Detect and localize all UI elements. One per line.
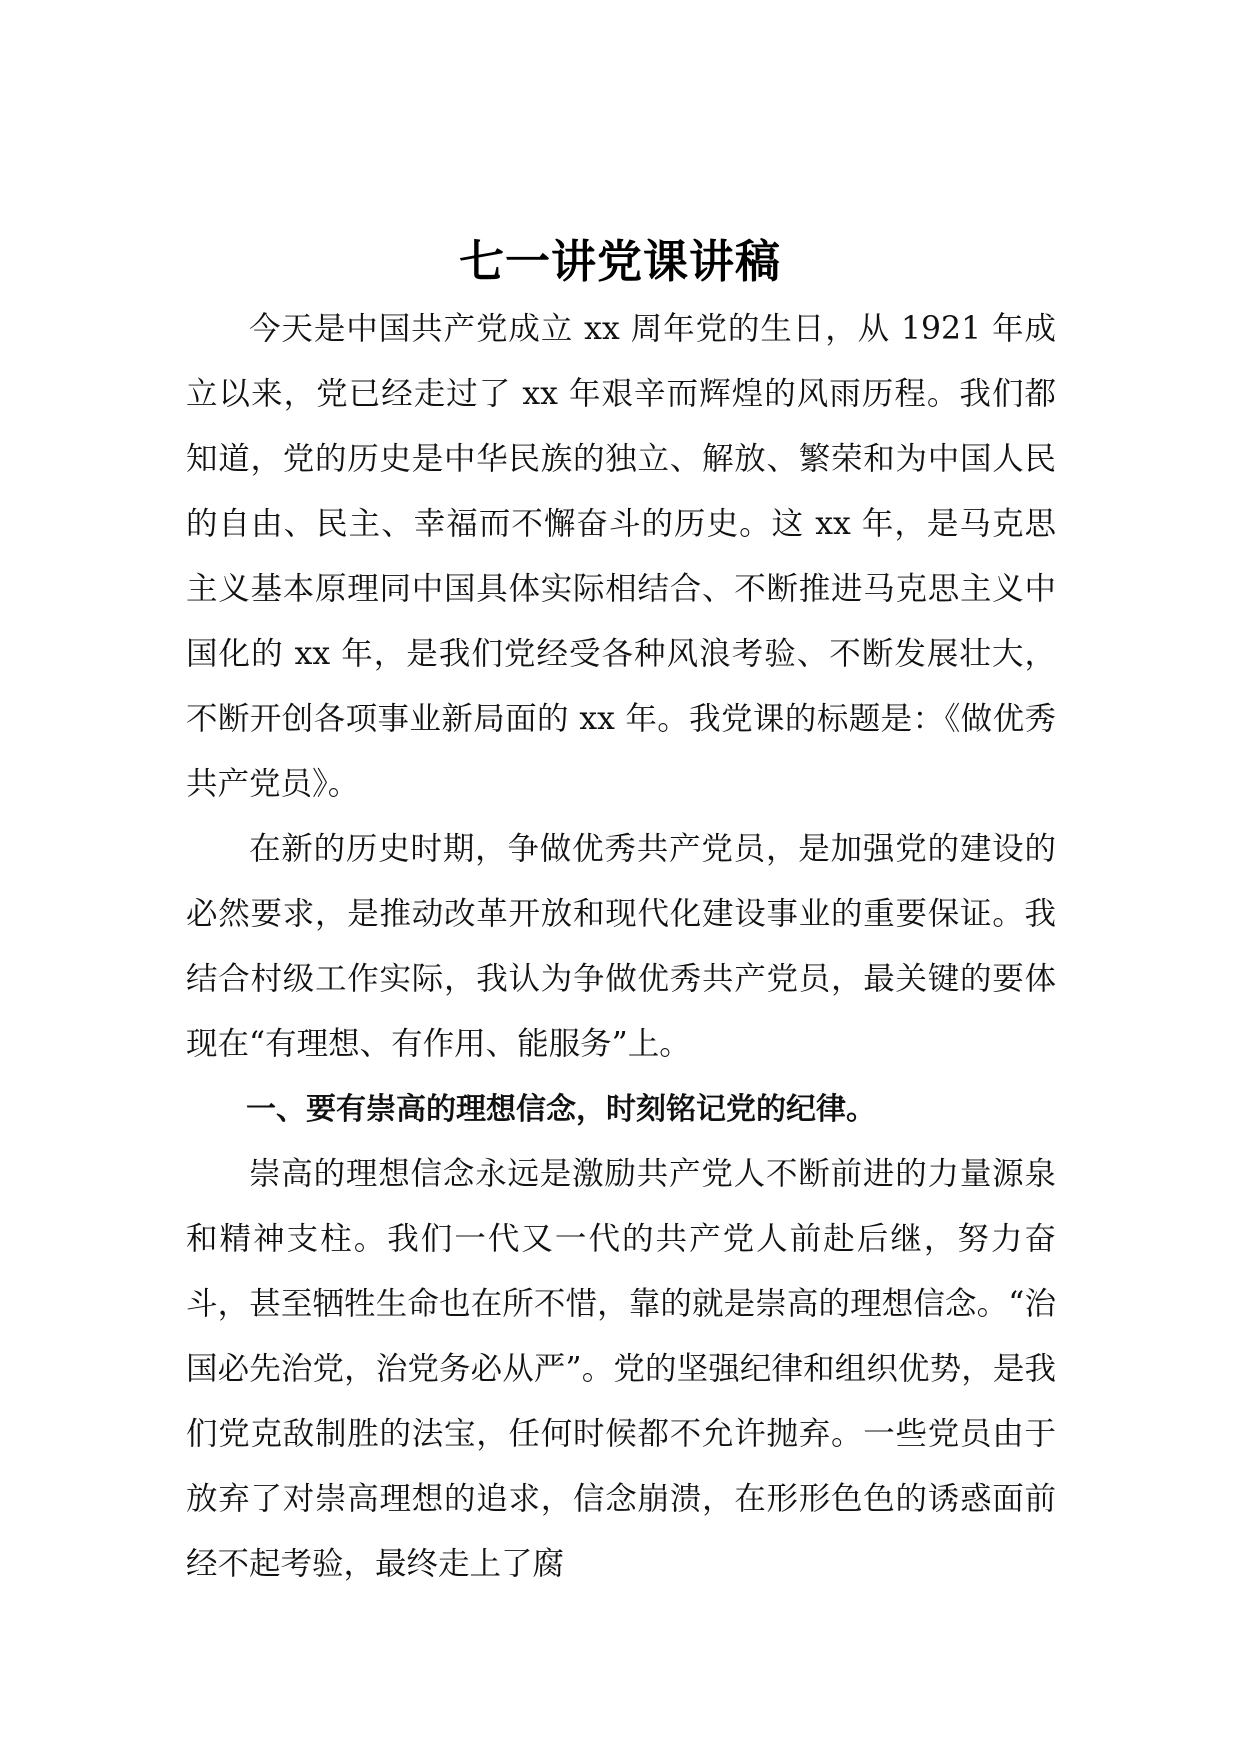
section-heading-1: 一、要有崇高的理想信念，时刻铭记党的纪律。 [246, 1092, 876, 1127]
document-title: 七一讲党课讲稿 [458, 235, 781, 288]
paragraph-new-era: 在新的历史时期，争做优秀共产党员，是加强党的建设的必然要求，是推动改革开放和现代化建设事业的重要保证。我结合村级工作实际，我认为争做优秀共产党员，最关键的要体现在“有理想、有作用、能服务”上。 [186, 831, 1056, 1062]
document-body [186, 297, 1056, 1597]
paragraph-intro: 今天是中国共产党成立 xx 周年党的生日，从 1921 年成立以来，党已经走过了 xx 年艰辛而辉煌的风雨历程。我们都知道，党的历史是中华民族的独立、解放、繁荣和为中国人民的自由、民主、幸福而不懈奋斗的历史。这 xx 年，是马克思主义基本原理同中国具体实际相结合、不断推进马克思主义中国化的 xx 年，是我们党经受各种风浪考验、不断发展壮大，不断开创各项事业新局面的 xx 年。我党课的标题是：《做优秀共产党员》。 [186, 311, 1056, 802]
paragraph-ideals: 崇高的理想信念永远是激励共产党人不断前进的力量源泉和精神支柱。我们一代又一代的共产党人前赴后继，努力奋斗，甚至牺牲生命也在所不惜，靠的就是崇高的理想信念。“治国必先治党，治党务必从严”。党的坚强纪律和组织优势，是我们党克敌制胜的法宝，任何时候都不允许抛弃。一些党员由于放弃了对崇高理想的追求，信念崩溃，在形形色色的诱惑面前经不起考验，最终走上了腐 [186, 1156, 1056, 1582]
